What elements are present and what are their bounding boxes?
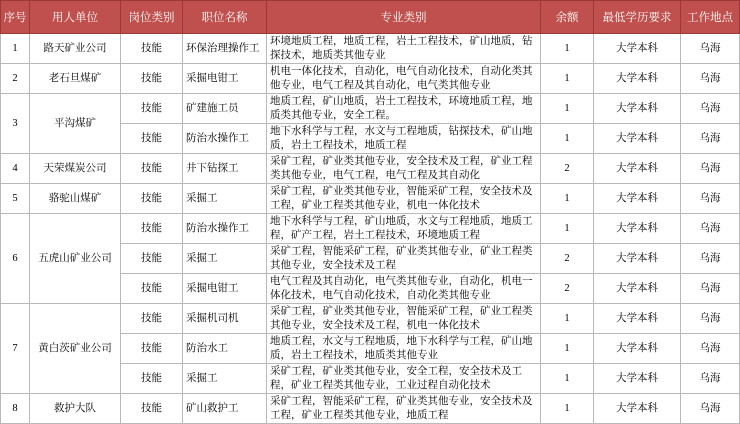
- quota-count: 1: [541, 334, 594, 364]
- major-requirements: 采矿工程，智能采矿工程，矿业类其他专业，安全技术及工程，矿业工程类其他专业，地质工程: [267, 394, 541, 424]
- work-location: 乌海: [681, 244, 740, 274]
- work-location: 乌海: [681, 304, 740, 334]
- position-title: 采掘工: [183, 184, 267, 214]
- row-number: 3: [1, 94, 30, 154]
- education-requirement: 大学本科: [594, 214, 681, 244]
- row-number: 6: [1, 214, 30, 304]
- work-location: 乌海: [681, 94, 740, 124]
- header-position: 职位名称: [183, 1, 267, 34]
- quota-count: 1: [541, 124, 594, 154]
- quota-count: 1: [541, 364, 594, 394]
- row-number: 1: [1, 34, 30, 64]
- position-title: 采掘工: [183, 244, 267, 274]
- table-row: [1, 64, 740, 94]
- major-requirements: 电气工程及其自动化，电气类其他专业，自动化，机电一体化技术，电气自动化技术，自动化类其他专业: [267, 274, 541, 304]
- position-title: 防治水操作工: [183, 124, 267, 154]
- table-row: [1, 394, 740, 424]
- job-category: 技能: [121, 334, 183, 364]
- education-requirement: 大学本科: [594, 364, 681, 394]
- education-requirement: 大学本科: [594, 274, 681, 304]
- header-education: 最低学历要求: [594, 1, 681, 34]
- employer-name: 骆驼山煤矿: [30, 184, 121, 214]
- employer-name: 救护大队: [30, 394, 121, 424]
- job-category: 技能: [121, 304, 183, 334]
- work-location: 乌海: [681, 64, 740, 94]
- quota-count: 2: [541, 154, 594, 184]
- major-requirements: 采矿工程，矿业类其他专业，智能采矿工程，矿业工程类其他专业，安全技术及工程，机电一体化技术: [267, 304, 541, 334]
- work-location: 乌海: [681, 154, 740, 184]
- quota-count: 1: [541, 184, 594, 214]
- job-category: 技能: [121, 184, 183, 214]
- education-requirement: 大学本科: [594, 394, 681, 424]
- major-requirements: 地质工程，水文与工程地质，地下水科学与工程，矿山地质，岩土工程技术，地质类其他专业: [267, 334, 541, 364]
- education-requirement: 大学本科: [594, 184, 681, 214]
- position-title: 采掘工: [183, 364, 267, 394]
- job-category: 技能: [121, 94, 183, 124]
- education-requirement: 大学本科: [594, 94, 681, 124]
- employer-name: 黄白茨矿业公司: [30, 304, 121, 394]
- major-requirements: 采矿工程，智能采矿工程，矿业类其他专业，矿业工程类其他专业，安全技术及工程: [267, 244, 541, 274]
- education-requirement: 大学本科: [594, 154, 681, 184]
- major-requirements: 采矿工程，矿业类其他专业，安全技术及工程，矿业工程类其他专业，电气工程，电气工程及其自动化: [267, 154, 541, 184]
- job-category: 技能: [121, 34, 183, 64]
- quota-count: 1: [541, 214, 594, 244]
- work-location: 乌海: [681, 124, 740, 154]
- job-category: 技能: [121, 64, 183, 94]
- job-category: 技能: [121, 364, 183, 394]
- job-category: 技能: [121, 124, 183, 154]
- table-row: [1, 214, 740, 244]
- header-no: 序号: [1, 1, 30, 34]
- work-location: 乌海: [681, 364, 740, 394]
- header-row: [1, 1, 740, 34]
- employer-name: 路天矿业公司: [30, 34, 121, 64]
- employer-name: 老石旦煤矿: [30, 64, 121, 94]
- education-requirement: 大学本科: [594, 304, 681, 334]
- quota-count: 1: [541, 304, 594, 334]
- major-requirements: 地下水科学与工程，水文与工程地质，钻探技术，矿山地质，岩土工程技术，地质工程: [267, 124, 541, 154]
- table-row: [1, 94, 740, 124]
- position-title: 矿山救护工: [183, 394, 267, 424]
- quota-count: 2: [541, 274, 594, 304]
- education-requirement: 大学本科: [594, 64, 681, 94]
- table-body: [1, 34, 740, 424]
- work-location: 乌海: [681, 334, 740, 364]
- major-requirements: 地下水科学与工程，矿山地质，水文与工程地质，地质工程，矿产工程，岩土工程技术，环境地质工程: [267, 214, 541, 244]
- work-location: 乌海: [681, 184, 740, 214]
- work-location: 乌海: [681, 34, 740, 64]
- row-number: 5: [1, 184, 30, 214]
- job-category: 技能: [121, 154, 183, 184]
- row-number: 2: [1, 64, 30, 94]
- major-requirements: 地质工程，矿山地质，岩土工程技术，环境地质工程，地质类其他专业，安全工程。: [267, 94, 541, 124]
- education-requirement: 大学本科: [594, 124, 681, 154]
- job-category: 技能: [121, 244, 183, 274]
- quota-count: 2: [541, 244, 594, 274]
- position-title: 井下钻探工: [183, 154, 267, 184]
- position-title: 环保治理操作工: [183, 34, 267, 64]
- position-title: 采掘电钳工: [183, 64, 267, 94]
- position-title: 采掘机司机: [183, 304, 267, 334]
- quota-count: 1: [541, 394, 594, 424]
- major-requirements: 环境地质工程，地质工程，岩土工程技术，矿山地质，钻探技术，地质类其他专业: [267, 34, 541, 64]
- header-location: 工作地点: [681, 1, 740, 34]
- quota-count: 1: [541, 64, 594, 94]
- major-requirements: 机电一体化技术，自动化，电气自动化技术，自动化类其他专业，电气工程及其自动化，电气类其他专业: [267, 64, 541, 94]
- work-location: 乌海: [681, 394, 740, 424]
- header-employer: 用人单位: [30, 1, 121, 34]
- quota-count: 1: [541, 34, 594, 64]
- header-category: 岗位类别: [121, 1, 183, 34]
- education-requirement: 大学本科: [594, 244, 681, 274]
- job-category: 技能: [121, 394, 183, 424]
- job-category: 技能: [121, 274, 183, 304]
- quota-count: 1: [541, 94, 594, 124]
- major-requirements: 采矿工程，矿业类其他专业，安全工程，安全技术及工程，矿业工程类其他专业，工业过程自动化技术: [267, 364, 541, 394]
- row-number: 4: [1, 154, 30, 184]
- employer-name: 五虎山矿业公司: [30, 214, 121, 304]
- education-requirement: 大学本科: [594, 334, 681, 364]
- table-row: [1, 154, 740, 184]
- work-location: 乌海: [681, 274, 740, 304]
- work-location: 乌海: [681, 214, 740, 244]
- table-row: [1, 184, 740, 214]
- row-number: 8: [1, 394, 30, 424]
- position-title: 防治水操作工: [183, 214, 267, 244]
- header-quota: 余额: [541, 1, 594, 34]
- position-title: 防治水工: [183, 334, 267, 364]
- employer-name: 平沟煤矿: [30, 94, 121, 154]
- job-category: 技能: [121, 214, 183, 244]
- header-major: 专业类别: [267, 1, 541, 34]
- table-row: [1, 34, 740, 64]
- table-row: [1, 304, 740, 334]
- major-requirements: 采矿工程，矿业类其他专业，智能采矿工程，安全技术及工程，矿业工程类其他专业，机电一体化技术: [267, 184, 541, 214]
- position-title: 采掘电钳工: [183, 274, 267, 304]
- education-requirement: 大学本科: [594, 34, 681, 64]
- row-number: 7: [1, 304, 30, 394]
- position-title: 矿建施工员: [183, 94, 267, 124]
- employer-name: 天荣煤炭公司: [30, 154, 121, 184]
